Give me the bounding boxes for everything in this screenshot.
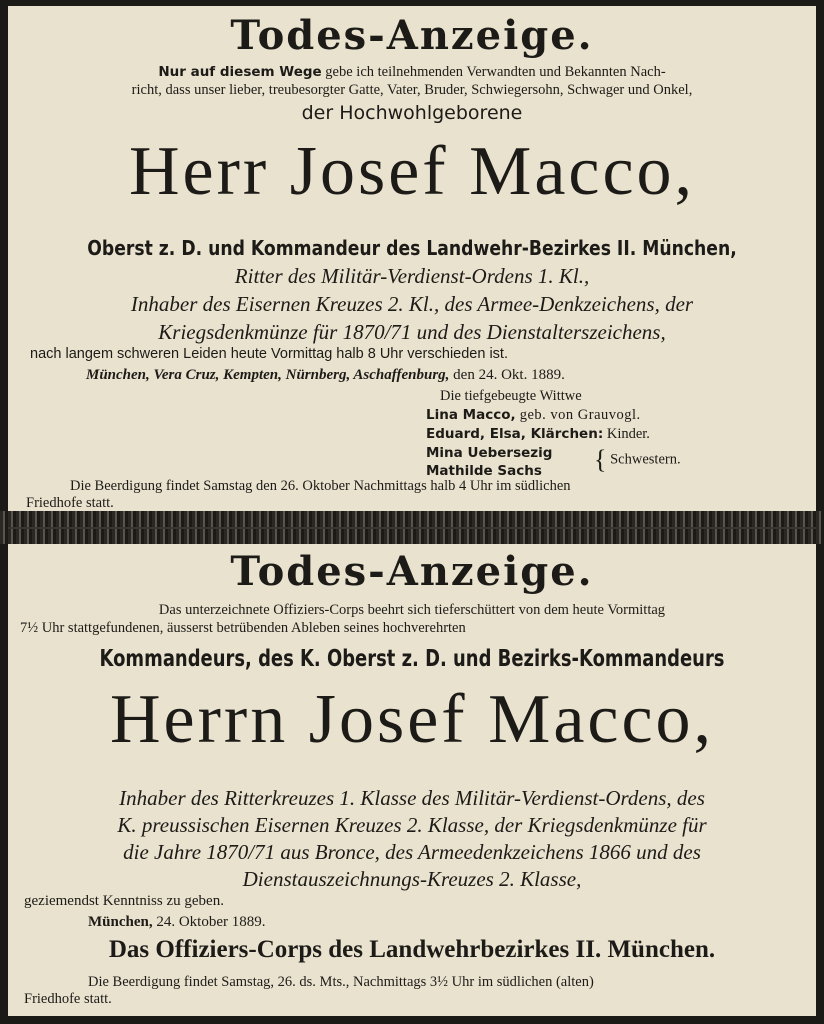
column-separator: [0, 511, 824, 544]
widow-line: [426, 407, 806, 424]
signature-line: Das Offiziers-Corps des Landwehrbezirkes II. München.: [108, 936, 716, 963]
places: München, Vera Cruz, Kempten, Nürnberg, Aschaffenburg,: [86, 367, 450, 383]
honors-line-4: Dienstauszeichnungs-Kreuzes 2. Klasse,: [242, 867, 582, 891]
deceased-name: Herrn Josef Macco,: [109, 681, 715, 758]
funeral-line-2: Friedhofe statt.: [24, 991, 112, 1007]
place-date-line: [88, 914, 488, 931]
funeral-line-1: Die Beerdigung findet Samstag den 26. Oktober Nachmittags halb 4 Uhr im südlichen: [70, 478, 571, 494]
notice-date: 24. Oktober 1889.: [152, 914, 266, 930]
children-names: Eduard, Elsa, Klärchen:: [426, 426, 604, 442]
intro-bold: Nur auf diesem Wege: [158, 64, 322, 80]
deceased-name: Herr Josef Macco,: [128, 133, 696, 210]
brace-icon: {: [594, 445, 607, 474]
honors-line-2: K. preussischen Eisernen Kreuzes 2. Klasse, der Kriegsdenkmünze für: [117, 813, 707, 837]
intro-line-1: [8, 64, 816, 81]
children-label: Kinder.: [603, 426, 650, 442]
notice-line: geziemendst Kenntniss zu geben.: [24, 893, 224, 909]
intro-rest: gebe ich teilnehmenden Verwandten und Bekannten Nach-: [321, 64, 666, 80]
notice-date: den 24. Okt. 1889.: [449, 367, 565, 383]
sisters-block: [426, 444, 806, 480]
title-line: Kommandeurs, des K. Oberst z. D. und Bezirks-Kommandeurs: [99, 646, 725, 672]
funeral-line-1: Die Beerdigung findet Samstag, 26. ds. Mts., Nachmittags 3½ Uhr im südlichen (alten): [88, 974, 594, 990]
honor-line-3: Kriegsdenkmünze für 1870/71 und des Dienstalterszeichens,: [158, 320, 666, 344]
widow-maiden: geb. von Grauvogl.: [515, 407, 641, 423]
notice-heading: Todes-Anzeige.: [230, 12, 594, 59]
honor-line-1: Ritter des Militär-Verdienst-Ordens 1. Kl.,: [234, 264, 590, 288]
death-line: nach langem schweren Leiden heute Vormittag halb 8 Uhr verschieden ist.: [30, 346, 508, 362]
sisters-label: Schwestern.: [610, 451, 681, 468]
death-notice-officers: [8, 544, 816, 1016]
intro-line-3: der Hochwohlgeborene: [301, 102, 523, 124]
notice-heading: Todes-Anzeige.: [230, 548, 594, 595]
intro-line-2: 7½ Uhr stattgefundenen, äusserst betrübenden Ableben seines hochverehrten: [20, 620, 466, 636]
intro-line-1: Das unterzeichnete Offiziers-Corps beehrt sich tieferschüttert von dem heute Vormittag: [158, 602, 666, 618]
place-date-line: [86, 367, 806, 384]
place: München,: [88, 914, 153, 930]
mourners-intro: Die tiefgebeugte Wittwe: [440, 388, 582, 404]
death-notice-family: [8, 6, 816, 511]
funeral-line-2: Friedhofe statt.: [26, 495, 114, 511]
sister-name-2: Mathilde Sachs: [426, 463, 542, 479]
honors-line-3: die Jahre 1870/71 aus Bronce, des Armeedenkzeichens 1866 und des: [123, 840, 701, 864]
honors-line-1: Inhaber des Ritterkreuzes 1. Klasse des Militär-Verdienst-Ordens, des: [119, 786, 705, 810]
honor-line-2: Inhaber des Eisernen Kreuzes 2. Kl., des Armee-Denkzeichens, der: [130, 292, 694, 316]
rank-line: Oberst z. D. und Kommandeur des Landwehr-Bezirkes II. München,: [87, 236, 737, 260]
widow-name: Lina Macco,: [426, 407, 516, 423]
children-line: [426, 426, 806, 443]
intro-line-2: richt, dass unser lieber, treubesorgter Gatte, Vater, Bruder, Schwiegersohn, Schwager und Onkel,: [131, 82, 693, 98]
sister-name-1: Mina Uebersezig: [426, 445, 553, 461]
